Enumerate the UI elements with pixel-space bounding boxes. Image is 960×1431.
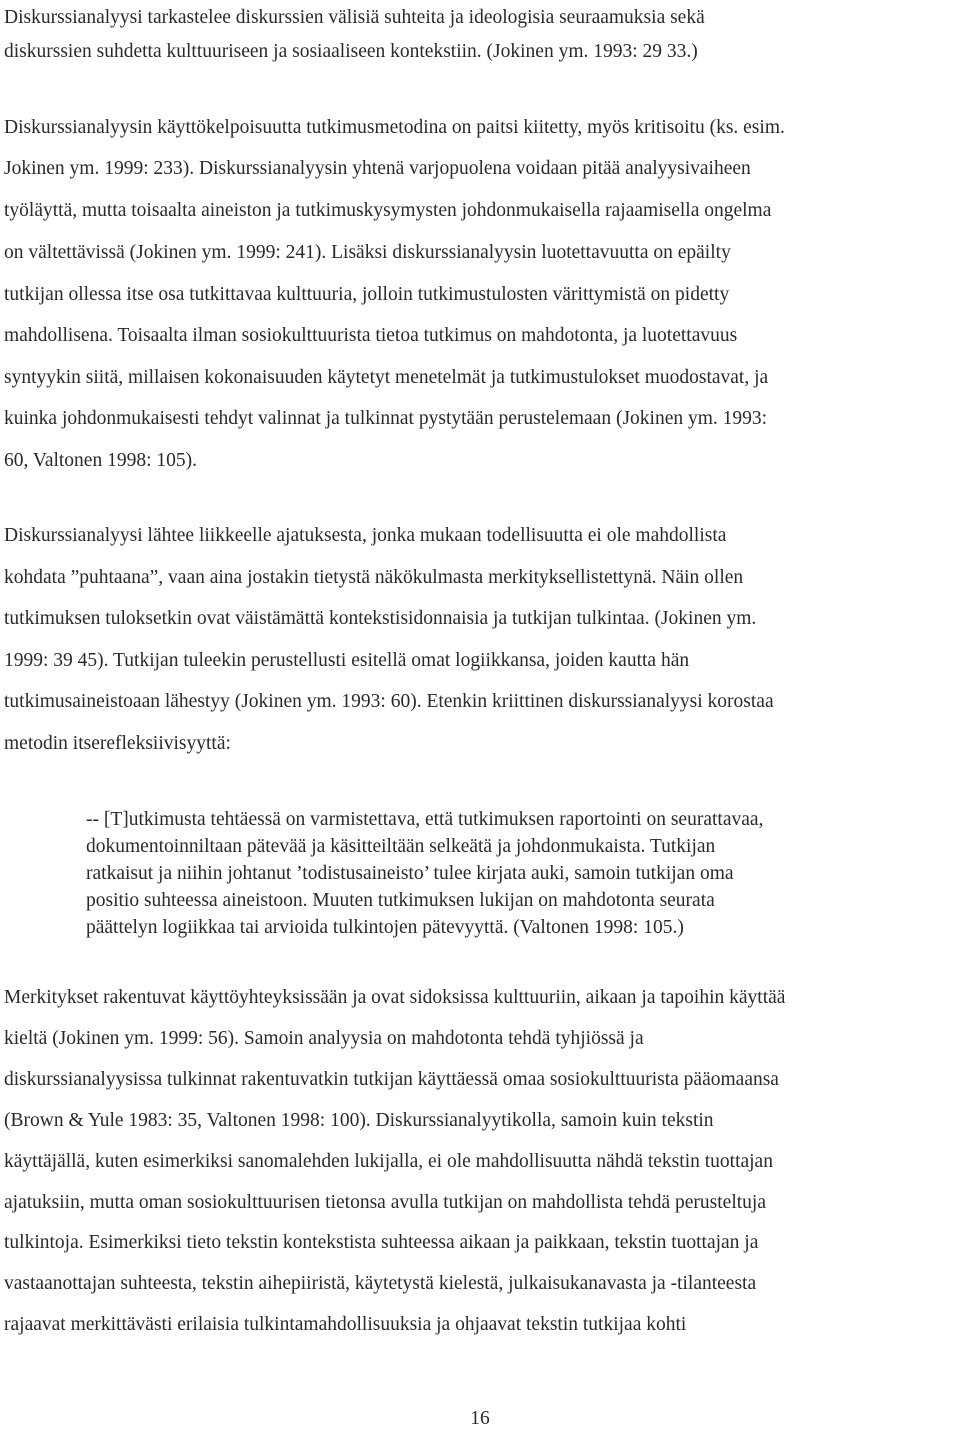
text-line: Jokinen ym. 1999: 233). Diskurssianalyysin yhtenä varjopuolena voidaan pitää analyysivaiheen	[4, 158, 751, 179]
quote-line: positio suhteessa aineistoon. Muuten tutkimuksen lukijan on mahdotonta seurata	[86, 890, 715, 911]
text-line: diskurssianalyysissa tulkinnat rakentuvatkin tutkijan käyttäessä omaa sosiokulttuurista pääomaansa	[4, 1069, 779, 1090]
text-line: 1999: 39 45). Tutkijan tuleekin perustellusti esitellä omat logiikkansa, joiden kautta hän	[4, 650, 690, 671]
text-line: kuinka johdonmukaisesti tehdyt valinnat ja tulkinnat pystytään perustelemaan (Jokinen ym. 1993:	[4, 408, 768, 429]
text-line: on vältettävissä (Jokinen ym. 1999: 241). Lisäksi diskurssianalyysin luotettavuutta on epäilty	[4, 242, 731, 263]
quote-line: ratkaisut ja niihin johtanut ’todistusaineisto’ tulee kirjata auki, samoin tutkijan oma	[86, 863, 734, 884]
text-line: syntyykin siitä, millaisen kokonaisuuden käytetyt menetelmät ja tutkimustulokset muodostavat, ja	[4, 367, 769, 388]
quote-line: dokumentoinniltaan pätevää ja käsitteiltään selkeätä ja johdonmukaista. Tutkijan	[86, 836, 716, 857]
text-line: 60, Valtonen 1998: 105).	[4, 450, 198, 471]
text-line: käyttäjällä, kuten esimerkiksi sanomalehden lukijalla, ei ole mahdollisuutta nähdä tekstin tuottajan	[4, 1151, 773, 1172]
text-line: Diskurssianalyysi tarkastelee diskurssien välisiä suhteita ja ideologisia seuraamuksia sekä	[4, 7, 705, 28]
text-line: kieltä (Jokinen ym. 1999: 56). Samoin analyysia on mahdotonta tehdä tyhjiössä ja	[4, 1028, 644, 1049]
text-line: työläyttä, mutta toisaalta aineiston ja tutkimuskysymysten johdonmukaisella rajaamisella ongelma	[4, 200, 772, 221]
text-line: rajaavat merkittävästi erilaisia tulkintamahdollisuuksia ja ohjaavat tekstin tutkijaa kohti	[4, 1314, 687, 1335]
quote-line: -- [T]utkimusta tehtäessä on varmistettava, että tutkimuksen raportointi on seurattavaa,	[86, 809, 764, 830]
page-number: 16	[470, 1408, 490, 1429]
text-line: (Brown & Yule 1983: 35, Valtonen 1998: 100). Diskurssianalyytikolla, samoin kuin tekstin	[4, 1110, 714, 1131]
text-line: tutkimuksen tuloksetkin ovat väistämättä kontekstisidonnaisia ja tutkijan tulkintaa. (Jokinen ym.	[4, 608, 757, 629]
text-line: tutkimusaineistoaan lähestyy (Jokinen ym. 1993: 60). Etenkin kriittinen diskurssianalyysi korostaa	[4, 691, 774, 712]
text-line: tulkintoja. Esimerkiksi tieto tekstin kontekstista suhteessa aikaan ja paikkaan, tekstin tuottajan ja	[4, 1232, 759, 1253]
text-line: metodin itserefleksiivisyyttä:	[4, 733, 231, 754]
text-line: diskurssien suhdetta kulttuuriseen ja sosiaaliseen kontekstiin. (Jokinen ym. 1993: 29 33.)	[4, 41, 698, 62]
quote-line: päättelyn logiikkaa tai arvioida tulkintojen pätevyyttä. (Valtonen 1998: 105.)	[86, 917, 684, 938]
text-line: ajatuksiin, mutta oman sosiokulttuurisen tietonsa avulla tutkijan on mahdollista tehdä perusteltuja	[4, 1192, 766, 1213]
text-line: kohdata ”puhtaana”, vaan aina jostakin tietystä näkökulmasta merkityksellistettynä. Näin ollen	[4, 567, 744, 588]
text-line: Merkitykset rakentuvat käyttöyhteyksissään ja ovat sidoksissa kulttuuriin, aikaan ja tapoihin käyttää	[4, 987, 786, 1008]
text-line: Diskurssianalyysin käyttökelpoisuutta tutkimusmetodina on paitsi kiitetty, myös kritisoitu (ks. esim.	[4, 117, 785, 138]
text-line: tutkijan ollessa itse osa tutkittavaa kulttuuria, jolloin tutkimustulosten värittymistä on pidetty	[4, 284, 730, 305]
text-line: vastaanottajan suhteesta, tekstin aihepiiristä, käytetystä kielestä, julkaisukanavasta ja -tilanteesta	[4, 1273, 757, 1294]
text-line: mahdollisena. Toisaalta ilman sosiokulttuurista tietoa tutkimus on mahdotonta, ja luotettavuus	[4, 325, 738, 346]
text-line: Diskurssianalyysi lähtee liikkeelle ajatuksesta, jonka mukaan todellisuutta ei ole mahdollista	[4, 525, 727, 546]
